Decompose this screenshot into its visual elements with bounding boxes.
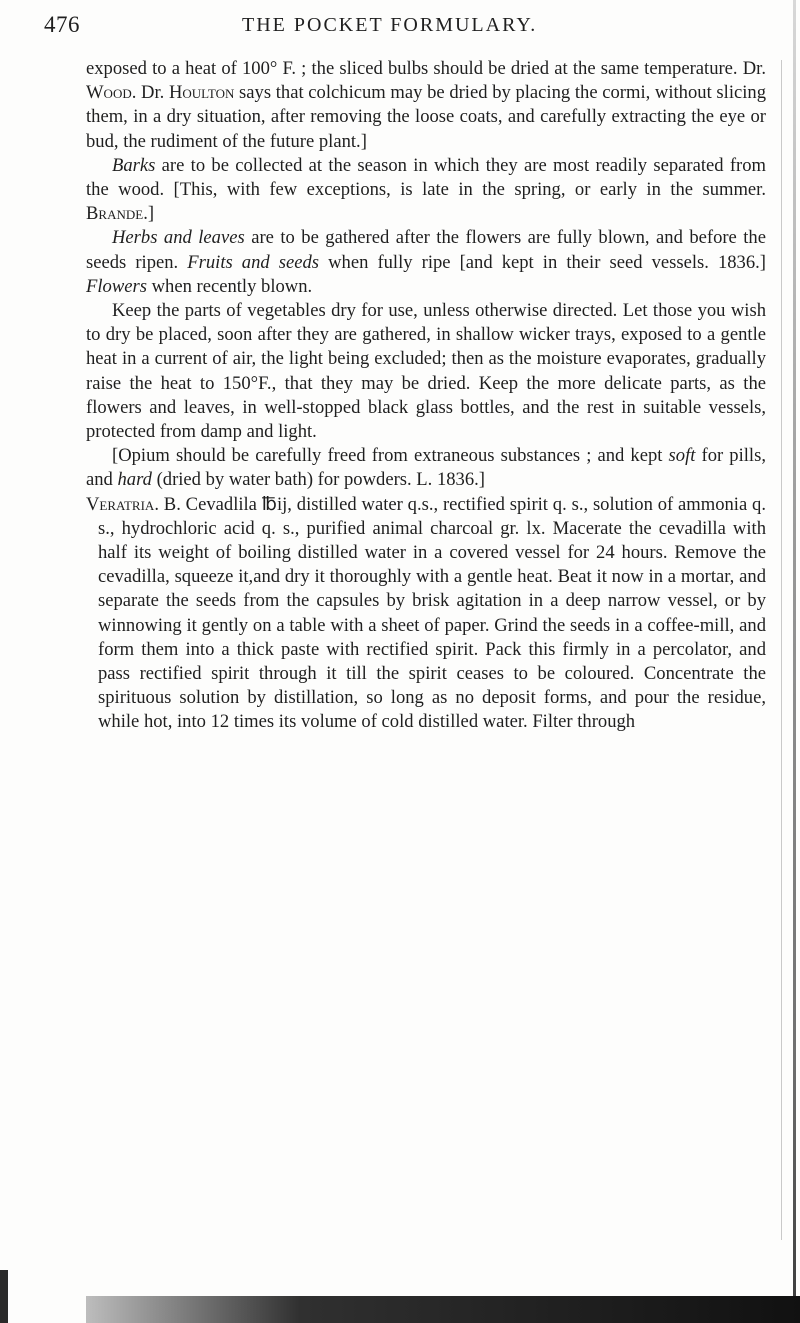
- running-title: THE POCKET FORMULARY.: [242, 14, 538, 36]
- page-header: [44, 12, 764, 42]
- paragraph-keep-dry: Keep the parts of vegetables dry for use, unless otherwise directed. Let those you wish to dry be placed, soon after they are gathered, in shallow wicker trays, exposed to a gentle heat in a current of air, the light being excluded; then as the moisture evaporates, gradually raise the heat to 150°F., that they may be dried. Keep the more delicate parts, as the flowers and leaves, in well-stopped black glass bottles, and the rest in suitable vessels, protected from damp and light.: [86, 300, 766, 443]
- page-edge-shadow: [793, 0, 796, 1323]
- paragraph-barks: Barks are to be collected at the season in which they are most readily separated from the wood. [This, with few exceptions, is late in the spring, or early in the summer. Brande.]: [86, 154, 766, 225]
- binding-shadow: [0, 1270, 8, 1323]
- author-name: Houlton: [168, 82, 235, 104]
- paragraph-herbs: Herbs and leaves are to be gathered after the flowers are fully blown, and before the seeds ripen. Fruits and seeds when fully ripe [and kept in their seed vessels. 1836.] Flowers when recently blown.: [86, 227, 766, 297]
- entry-heading: Veratria.: [86, 493, 159, 515]
- term-flowers: Flowers: [86, 275, 147, 297]
- scan-bottom-shadow: [86, 1296, 800, 1323]
- author-name: Wood: [86, 82, 132, 104]
- paragraph-veratria: Veratria. B. Cevadlila ℔ij, distilled water q.s., rectified spirit q. s., solution of ammonia q. s., hydrochloric acid q. s., purified animal charcoal gr. lx. Macerate the cevadilla with half its weight of boiling distilled water in a covered vessel for 24 hours. Remove the cevadilla, squeeze it,and dry it thoroughly with a gentle heat. Beat it now in a mortar, and separate the seeds from the capsules by brisk agitation in a deep narrow vessel, or by winnowing it gently on a table with a sheet of paper. Grind the seeds in a coffee-mill, and form them into a thick paste with rectified spirit. Pack this firmly in a percolator, and pass rectified spirit through it till the spirit ceases to be coloured. Concentrate the spirituous solution by distillation, so long as no deposit forms, and pour the residue, while hot, into 12 times its volume of cold distilled water. Filter through: [86, 493, 766, 733]
- term-hard: hard: [117, 469, 152, 491]
- term-barks: Barks: [112, 154, 156, 176]
- paragraph-opium: [Opium should be carefully freed from extraneous substances ; and kept soft for pills, and hard (dried by water bath) for powders. L. 1836.]: [86, 445, 766, 491]
- body-text: [86, 57, 766, 735]
- page-number: 476: [44, 12, 80, 37]
- author-name: Brande: [86, 203, 144, 225]
- term-fruits: Fruits and seeds: [187, 251, 320, 273]
- paragraph-colchicum: exposed to a heat of 100° F. ; the sliced bulbs should be dried at the same temperature. Dr. Wood. Dr. Houlton says that colchicum may be dried by placing the cormi, without slicing them, in a dry situation, after removing the loose coats, and carefully extracting the eye or bud, the rudiment of the future plant.]: [86, 58, 766, 152]
- page-edge-line: [781, 60, 782, 1240]
- term-herbs: Herbs and leaves: [112, 227, 245, 249]
- term-soft: soft: [668, 445, 696, 467]
